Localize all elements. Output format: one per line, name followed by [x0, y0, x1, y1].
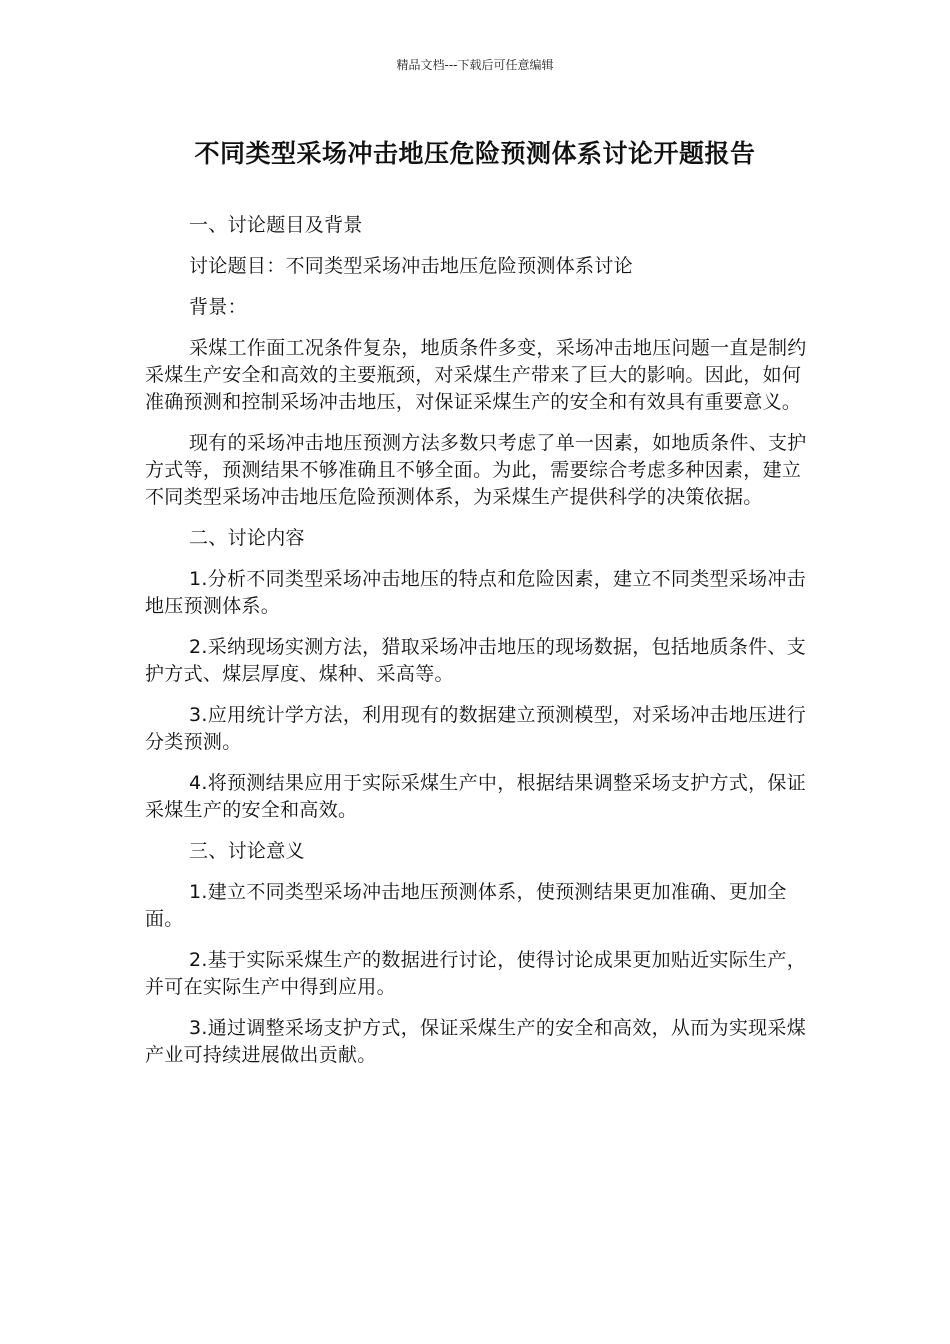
background-paragraph: 采煤工作面工况条件复杂，地质条件多变，采场冲击地压问题一直是制约采煤生产安全和高效的主要瓶颈，对采煤生产带来了巨大的影响。因此，如何准确预测和控制采场冲击地压，对保证采煤生产的安全和有效具有重要意义。	[145, 337, 807, 413]
section-heading-significance: 三、讨论意义	[189, 840, 305, 862]
content-item: 1.分析不同类型采场冲击地压的特点和危险因素，建立不同类型采场冲击地压预测体系。	[145, 568, 807, 617]
background-label: 背景：	[189, 296, 247, 318]
significance-item: 3.通过调整采场支护方式，保证采煤生产的安全和高效，从而为实现采煤产业可持续进展做出贡献。	[145, 1017, 807, 1066]
content-item: 4.将预测结果应用于实际采煤生产中，根据结果调整采场支护方式，保证采煤生产的安全和高效。	[145, 772, 807, 821]
section-heading-content: 二、讨论内容	[189, 527, 305, 549]
significance-item: 1.建立不同类型采场冲击地压预测体系，使预测结果更加准确、更加全面。	[145, 881, 787, 930]
page-header: 精品文档---下载后可任意编辑	[396, 58, 554, 72]
document-body	[145, 212, 810, 1083]
content-item: 3.应用统计学方法，利用现有的数据建立预测模型，对采场冲击地压进行分类预测。	[145, 704, 807, 753]
background-paragraph: 现有的采场冲击地压预测方法多数只考虑了单一因素，如地质条件、支护方式等，预测结果不够准确且不够全面。为此，需要综合考虑多种因素，建立不同类型采场冲击地压危险预测体系，为采煤生产提供科学的决策依据。	[145, 432, 807, 508]
content-item: 2.采纳现场实测方法，猎取采场冲击地压的现场数据，包括地质条件、支护方式、煤层厚度、煤种、采高等。	[145, 636, 807, 685]
significance-item: 2.基于实际采煤生产的数据进行讨论，使得讨论成果更加贴近实际生产，并可在实际生产中得到应用。	[145, 949, 807, 998]
section-heading-background: 一、讨论题目及背景	[189, 214, 363, 236]
research-topic: 讨论题目：不同类型采场冲击地压危险预测体系讨论	[189, 255, 633, 277]
document-title: 不同类型采场冲击地压危险预测体系讨论开题报告	[194, 139, 756, 168]
